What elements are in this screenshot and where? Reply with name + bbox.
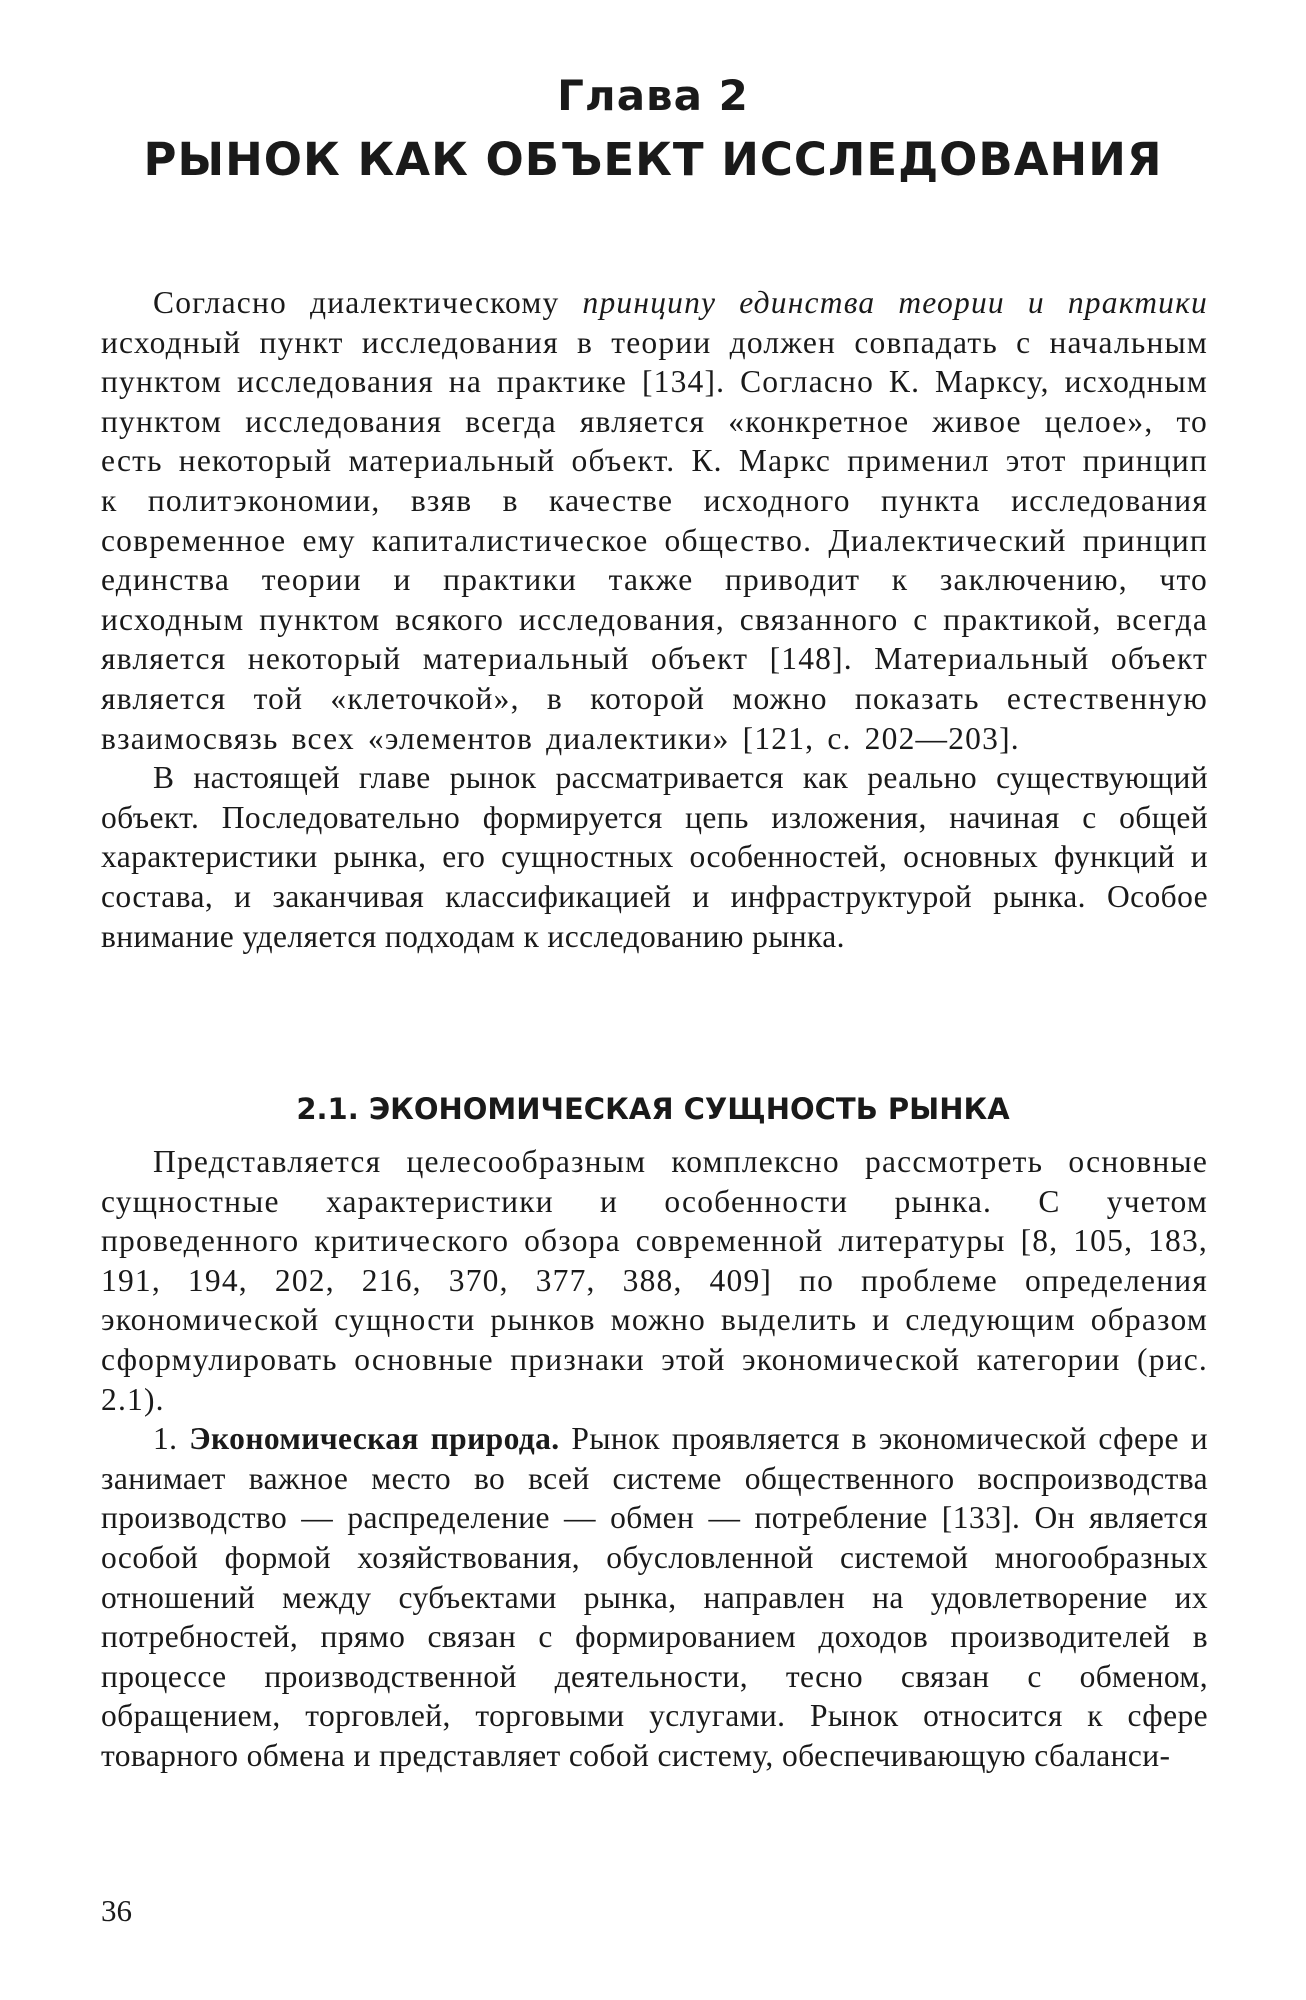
section-text — [101, 1142, 1208, 1776]
chapter-title: РЫНОК КАК ОБЪЕКТ ИССЛЕДОВАНИЯ — [143, 133, 1163, 186]
intro-text — [101, 283, 1208, 956]
intro-paragraph-1-rest: исходный пункт исследования в теории должен совпадать с начальным пунктом исследования на практике [134]. Согласно К. Марксу, исходным пунктом исследования всегда является «конкретное живое целое», то есть некоторый материальный объект. К. Маркс применил этот принцип к политэкономии, взяв в качестве исходного пункта исследования современное ему капиталистическое общество. Диалектический принцип единства теории и практики также приводит к заключению, что исходным пунктом всякого исследования, связанного с практикой, всегда является некоторый материальный объект [148]. Материальный объект является той «клеточкой», в которой можно показать естественную взаимосвязь всех «элементов диалектики» [121, с. 202—203]. — [101, 324, 1208, 756]
section-paragraph-2 — [101, 1419, 1208, 1775]
section-paragraph-2-rest: Рынок проявляется в экономической сфере и занимает важное место во всей системе общественного воспроизводства производство — распределение — обмен — потребление [133]. Он является особой формой хозяйствования, обусловленной системой многообразных отношений между субъектами рынка, направлен на удовлетворение их потребностей, прямо связан с формированием доходов производителей в процессе производственной деятельности, тесно связан с обменом, обращением, торговлей, торговыми услугами. Рынок относится к сфере товарного обмена и представляет собой систему, обеспечивающую сбаланси- — [101, 1421, 1208, 1773]
intro-paragraph-2: В настоящей главе рынок рассматривается как реально существующий объект. Последовательно формируется цепь изложения, начиная с общей характеристики рынка, его сущностных особенностей, основных функций и состава, и заканчивая классификацией и инфраструктурой рынка. Особое внимание уделяется подходам к исследованию рынка. — [101, 760, 1208, 954]
intro-paragraph-1-emphasis: принципу единства теории и практики — [582, 285, 1208, 320]
section-paragraph-2-number: 1. — [153, 1421, 190, 1457]
section-paragraph-1: Представляется целесообразным комплексно рассмотреть основные сущностные характеристики и особенности рынка. С учетом проведенного критического обзора современной литературы [8, 105, 183, 191, 194, 202, 216, 370, 377, 388, 409] по проблеме определения экономической сущности рынков можно выделить и следующим образом сформулировать основные признаки этой экономической категории (рис. 2.1). — [101, 1144, 1208, 1417]
page-number: 36 — [101, 1893, 132, 1928]
chapter-label: Глава 2 — [557, 71, 749, 120]
section-paragraph-2-heading: Экономическая природа. — [189, 1421, 560, 1457]
intro-paragraph-1 — [101, 283, 1208, 758]
section-title: 2.1. ЭКОНОМИЧЕСКАЯ СУЩНОСТЬ РЫНКА — [296, 1092, 1010, 1126]
intro-paragraph-1-lead: Согласно диалектическому — [153, 285, 583, 320]
